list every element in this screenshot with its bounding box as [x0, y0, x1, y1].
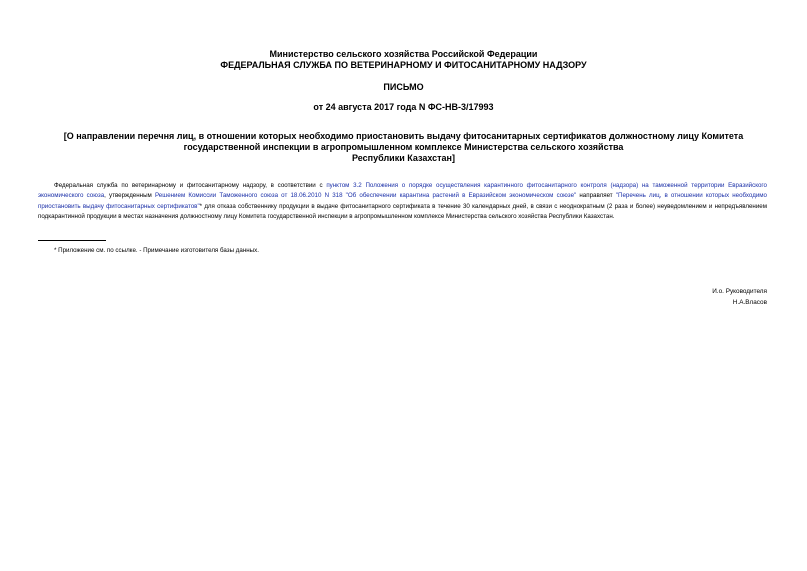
footnote: * Приложение см. по ссылке. - Примечание изготовителя базы данных. [54, 247, 259, 254]
subject-line-1: [О направлении перечня лиц, в отношении которых необходимо приостановить выдачу фитосанитарных сертификатов должностному лицу Комитета [63, 131, 744, 141]
signature-block [712, 287, 767, 308]
document-date-number: от 24 августа 2017 года N ФС-НВ-3/17993 [313, 102, 494, 112]
service-name: ФЕДЕРАЛЬНАЯ СЛУЖБА ПО ВЕТЕРИНАРНОМУ И ФИТОСАНИТАРНОМУ НАДЗОРУ [220, 60, 587, 70]
signatory-name: Н.А.Власов [732, 298, 767, 306]
subject-line-3: Республики Казахстан] [352, 153, 455, 163]
ministry-name: Министерство сельского хозяйства Российской Федерации [269, 49, 538, 59]
document-type: ПИСЬМО [383, 82, 424, 92]
body-paragraph [38, 181, 767, 222]
link-clause-3-2[interactable]: пунктом 3.2 Положения о порядке осуществления карантинного фитосанитарного контроля (надзора) на таможенной территории Евразийского экономического союза [38, 182, 767, 200]
body-text-part-1: Федеральная служба по ветеринарному и фитосанитарному надзору, в соответствии с [54, 182, 327, 189]
body-text-part-2: , утвержденным [104, 192, 155, 200]
link-commission-decision[interactable]: Решением Комиссии Таможенного союза от 18.06.2010 N 318 "Об обеспечении карантина растений в Евразийском экономическом союзе" [154, 192, 577, 200]
subject-line-2: государственной инспекции в агропромышленном комплексе Министерства сельского хозяйства [183, 142, 624, 152]
footnote-divider [38, 240, 106, 241]
body-text-part-4: * для отказа собственнику продукции в выдаче фитосанитарного сертификата в течение 30 календарных дней, в связи с неоднократным (2 раза и более) неуведомлением и непредъявлением подкарантинной продукции в местах назначения должностному лицу Комитета государственной инспекции в агропромышленном комплексе Министерства сельского хозяйства Республики Казахстан. [38, 202, 767, 220]
body-text-part-3: направляет [576, 192, 616, 200]
document-subject [40, 131, 767, 164]
link-persons-list[interactable]: "Перечень лиц, в отношении которых необходимо приостановить выдачу фитосанитарных сертификатов" [38, 192, 767, 210]
signatory-position: И.о. Руководителя [712, 288, 767, 295]
